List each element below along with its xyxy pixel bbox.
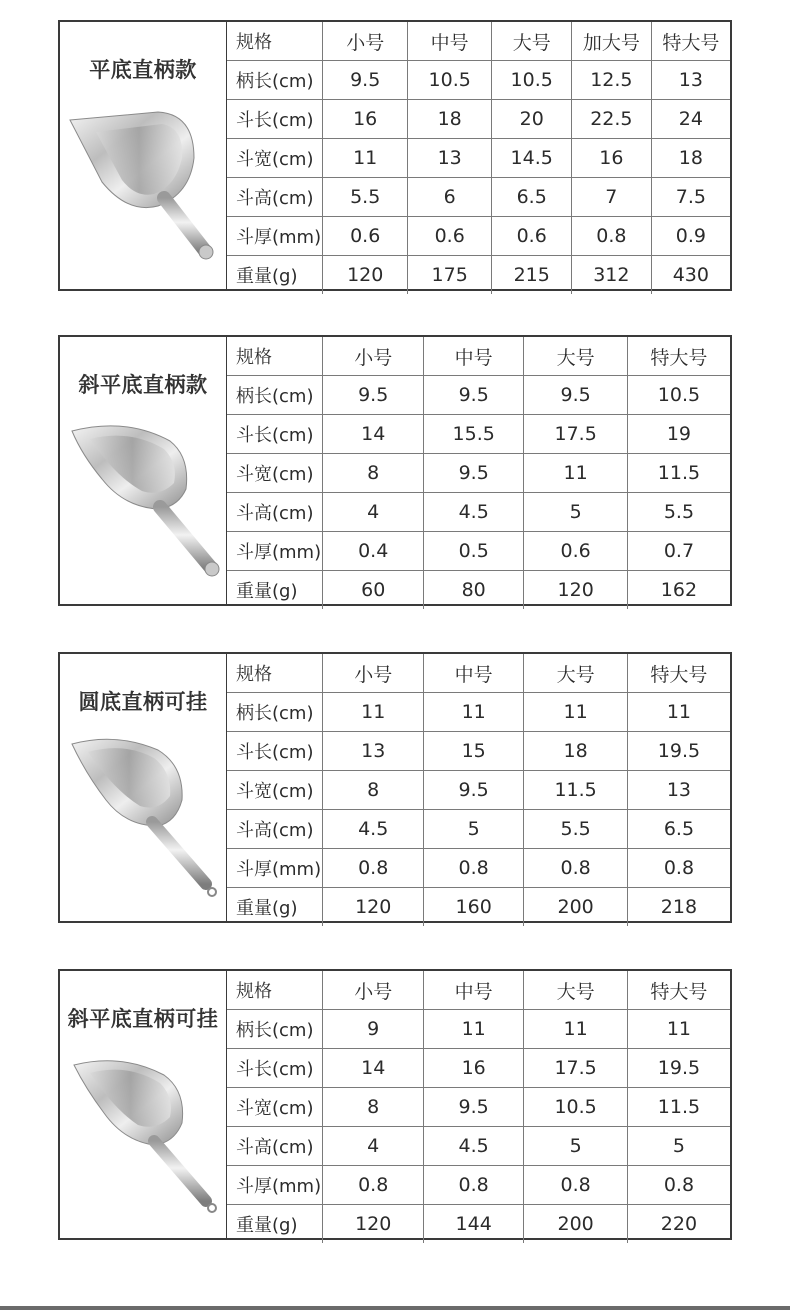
row-label: 柄长(cm) [227,693,323,732]
header-cell: 加大号 [571,22,651,61]
table-cell: 5 [524,493,627,532]
header-cell: 规格 [227,654,323,693]
table-cell: 11 [524,454,627,493]
table-cell: 19.5 [627,732,730,771]
header-cell: 规格 [227,971,323,1010]
table-cell: 17.5 [524,415,627,454]
table-cell: 8 [323,1088,423,1127]
row-label: 斗厚(mm) [227,849,323,888]
table-header-row [227,654,730,693]
row-label: 柄长(cm) [227,376,323,415]
table-cell: 200 [524,1205,627,1244]
header-cell: 中号 [423,337,523,376]
row-label: 斗厚(mm) [227,217,323,256]
scoop-image [66,102,222,277]
table-cell: 0.8 [627,849,730,888]
table-row [227,732,730,771]
table-row [227,532,730,571]
table-row [227,178,730,217]
row-label: 斗宽(cm) [227,1088,323,1127]
spec-table [227,337,730,609]
header-cell: 规格 [227,337,323,376]
row-label: 斗高(cm) [227,1127,323,1166]
table-cell: 0.6 [524,532,627,571]
table-cell: 11.5 [627,1088,730,1127]
table-cell: 9.5 [323,61,407,100]
table-row [227,849,730,888]
header-cell: 特大号 [627,337,730,376]
table-cell: 20 [492,100,572,139]
table-cell: 0.8 [571,217,651,256]
table-row [227,1205,730,1244]
table-row [227,256,730,295]
table-cell: 10.5 [524,1088,627,1127]
table-cell: 5 [423,810,523,849]
table-cell: 15.5 [423,415,523,454]
table-cell: 0.8 [423,849,523,888]
header-cell: 大号 [524,337,627,376]
spec-block-flat-straight [58,20,732,291]
spec-block-round-hanging [58,652,732,923]
table-cell: 18 [407,100,492,139]
table-cell: 5.5 [524,810,627,849]
table-cell: 6.5 [627,810,730,849]
table-cell: 19 [627,415,730,454]
table-cell: 18 [524,732,627,771]
table-cell: 5.5 [323,178,407,217]
table-cell: 0.7 [627,532,730,571]
table-cell: 12.5 [571,61,651,100]
table-row [227,1127,730,1166]
table-cell: 5 [627,1127,730,1166]
header-cell: 大号 [524,654,627,693]
table-cell: 14 [323,1049,423,1088]
table-cell: 120 [524,571,627,610]
table-cell: 22.5 [571,100,651,139]
spec-table [227,22,730,294]
table-cell: 15 [423,732,523,771]
spec-side-panel [60,22,227,289]
header-cell: 小号 [323,654,423,693]
table-cell: 16 [323,100,407,139]
table-cell: 9.5 [524,376,627,415]
row-label: 斗长(cm) [227,415,323,454]
spec-side-panel [60,337,227,604]
table-cell: 4 [323,493,423,532]
row-label: 斗高(cm) [227,493,323,532]
table-cell: 0.9 [651,217,730,256]
table-cell: 0.6 [407,217,492,256]
table-row [227,139,730,178]
table-cell: 11 [524,1010,627,1049]
table-cell: 144 [423,1205,523,1244]
table-cell: 218 [660,896,698,918]
table-cell: 11 [627,693,730,732]
table-row [227,1049,730,1088]
table-cell: 18 [651,139,730,178]
table-header-row [227,337,730,376]
row-label: 斗高(cm) [227,810,323,849]
table-cell: 120 [323,888,423,927]
table-row [227,1088,730,1127]
header-cell: 规格 [227,22,323,61]
table-cell: 0.6 [492,217,572,256]
table-cell: 17.5 [524,1049,627,1088]
product-title: 平底直柄款 [89,58,197,82]
row-label: 斗宽(cm) [227,139,323,178]
table-cell: 0.8 [524,849,627,888]
table-cell: 120 [323,1205,423,1244]
table-header-row [227,22,730,61]
row-label: 斗厚(mm) [227,1166,323,1205]
table-cell: 9.5 [423,454,523,493]
table-cell: 0.8 [524,1166,627,1205]
table-cell: 9.5 [323,376,423,415]
table-row [227,217,730,256]
table-cell: 220 [660,1213,698,1235]
table-cell: 6 [407,178,492,217]
table-cell: 10.5 [407,61,492,100]
table-cell: 200 [524,888,627,927]
row-label: 柄长(cm) [227,1010,323,1049]
bottom-divider [0,1306,790,1310]
table-row [227,61,730,100]
table-cell: 24 [651,100,730,139]
table-cell: 11 [323,693,423,732]
table-cell: 16 [423,1049,523,1088]
table-cell: 10.5 [492,61,572,100]
header-cell: 中号 [423,654,523,693]
table-cell: 13 [627,771,730,810]
table-row [227,771,730,810]
spec-table [227,654,730,926]
table-cell: 162 [660,579,698,601]
table-cell: 430 [672,264,709,286]
table-cell: 11.5 [524,771,627,810]
header-cell: 特大号 [627,654,730,693]
header-cell: 大号 [492,22,572,61]
table-cell: 19.5 [627,1049,730,1088]
spec-table [227,971,730,1243]
row-label: 斗长(cm) [227,100,323,139]
table-cell: 0.8 [323,1166,423,1205]
table-cell: 0.6 [323,217,407,256]
table-cell: 175 [407,256,492,295]
table-row [227,493,730,532]
table-cell: 5.5 [627,493,730,532]
table-cell: 8 [323,454,423,493]
table-cell: 13 [323,732,423,771]
table-cell: 0.8 [423,1166,523,1205]
table-cell: 0.8 [627,1166,730,1205]
table-cell: 0.4 [323,532,423,571]
table-cell: 14.5 [492,139,572,178]
header-cell: 特大号 [651,22,730,61]
table-cell: 14 [323,415,423,454]
table-cell: 0.8 [323,849,423,888]
table-row [227,1010,730,1049]
table-cell: 9 [323,1010,423,1049]
table-cell: 11 [524,693,627,732]
row-label: 斗宽(cm) [227,771,323,810]
row-label: 重量(g) [227,571,323,610]
table-cell: 7 [571,178,651,217]
header-cell: 中号 [407,22,492,61]
table-cell: 7.5 [651,178,730,217]
scoop-image [66,417,222,592]
product-title: 斜平底直柄可挂 [67,1007,219,1031]
table-cell: 11 [423,1010,523,1049]
table-row [227,454,730,493]
header-cell: 小号 [323,971,423,1010]
table-row [227,693,730,732]
table-cell: 5 [524,1127,627,1166]
product-title: 圆底直柄可挂 [78,690,208,714]
row-label: 重量(g) [227,1205,323,1244]
spec-side-panel [60,971,227,1238]
table-cell: 4.5 [423,493,523,532]
header-cell: 大号 [524,971,627,1010]
table-cell: 60 [323,571,423,610]
header-cell: 小号 [323,337,423,376]
row-label: 斗高(cm) [227,178,323,217]
spec-block-slanted-straight [58,335,732,606]
table-cell: 10.5 [627,376,730,415]
table-cell: 312 [571,256,651,295]
table-row [227,376,730,415]
table-cell: 4 [323,1127,423,1166]
table-cell: 11 [323,139,407,178]
row-label: 柄长(cm) [227,61,323,100]
table-cell: 8 [323,771,423,810]
spec-side-panel [60,654,227,921]
table-cell: 11 [627,1010,730,1049]
table-row [227,100,730,139]
table-cell: 4.5 [323,810,423,849]
spec-block-slanted-hanging [58,969,732,1240]
scoop-image [66,734,222,909]
table-cell: 215 [492,256,572,295]
row-label: 斗厚(mm) [227,532,323,571]
row-label: 重量(g) [227,888,323,927]
table-cell: 9.5 [423,1088,523,1127]
table-cell: 4.5 [423,1127,523,1166]
table-row [227,571,730,610]
table-row [227,1166,730,1205]
row-label: 斗长(cm) [227,1049,323,1088]
table-cell: 13 [407,139,492,178]
table-cell: 9.5 [423,376,523,415]
table-cell: 11.5 [627,454,730,493]
row-label: 斗长(cm) [227,732,323,771]
table-row [227,415,730,454]
header-cell: 特大号 [627,971,730,1010]
product-title: 斜平底直柄款 [78,373,208,397]
table-row [227,888,730,927]
table-cell: 160 [423,888,523,927]
header-cell: 中号 [423,971,523,1010]
table-cell: 11 [423,693,523,732]
row-label: 斗宽(cm) [227,454,323,493]
table-cell: 80 [423,571,523,610]
scoop-image [66,1051,222,1226]
table-cell: 16 [571,139,651,178]
table-cell: 0.5 [423,532,523,571]
table-cell: 120 [323,256,407,295]
table-cell: 6.5 [492,178,572,217]
row-label: 重量(g) [227,256,323,295]
table-header-row [227,971,730,1010]
table-row [227,810,730,849]
table-cell: 9.5 [423,771,523,810]
header-cell: 小号 [323,22,407,61]
table-cell: 13 [651,61,730,100]
